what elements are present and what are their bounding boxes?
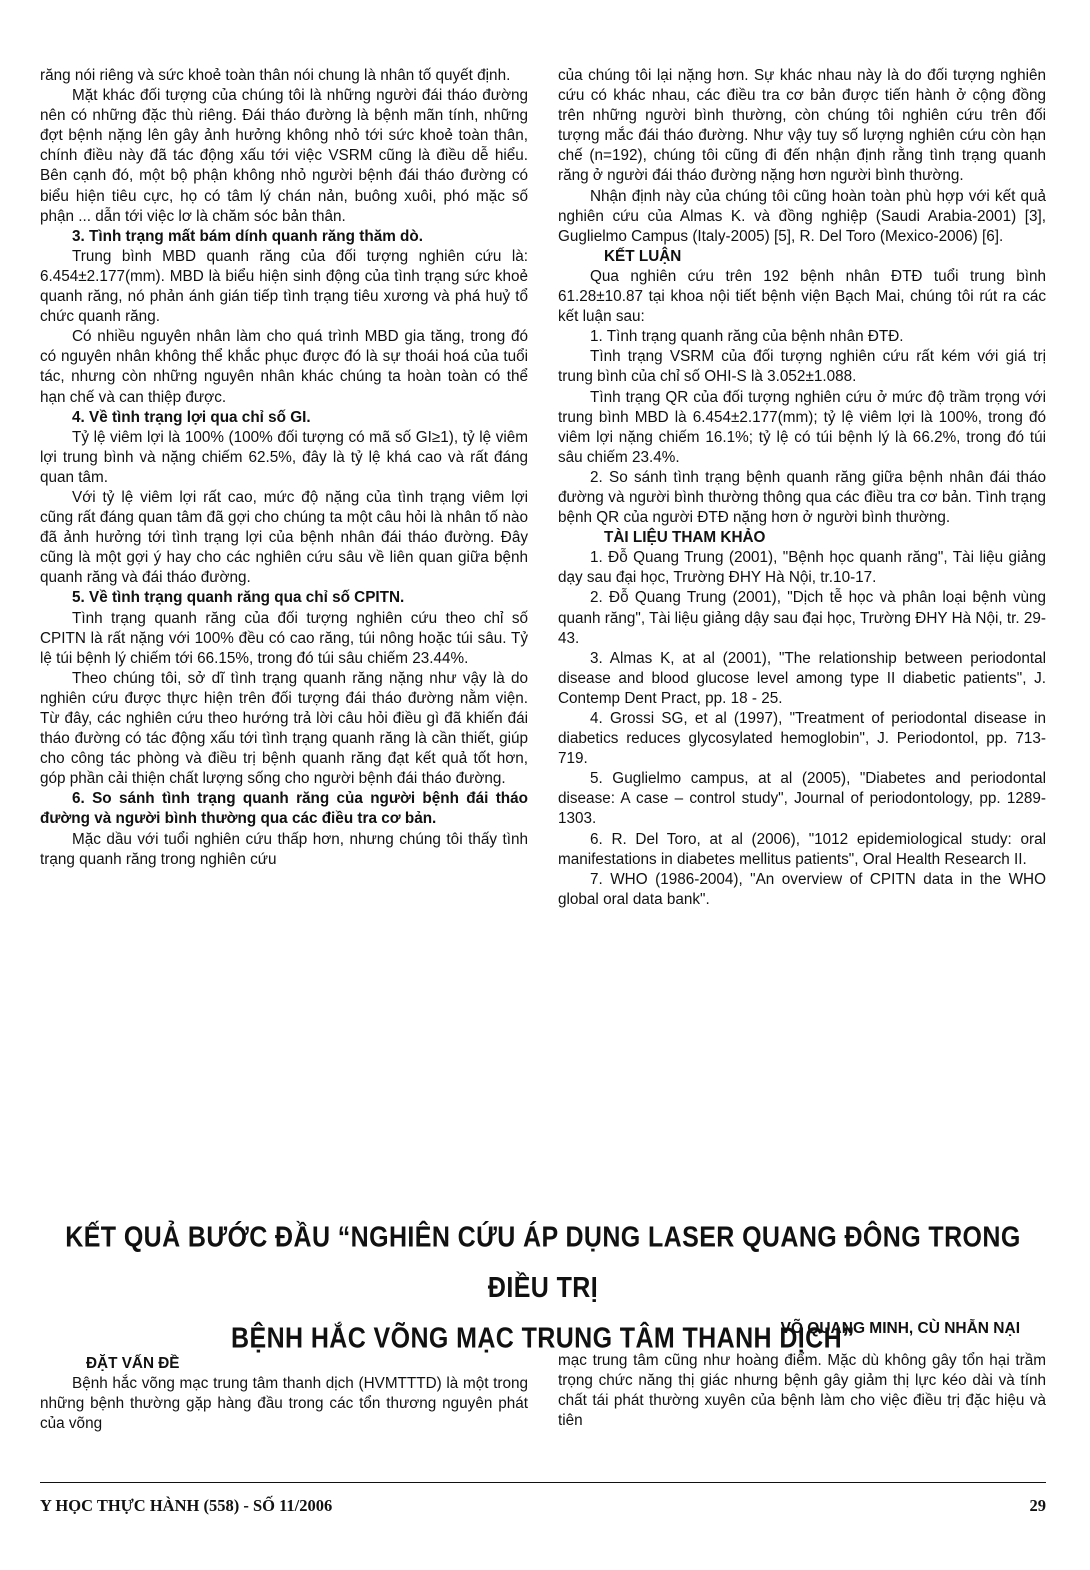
- section-heading: 5. Về tình trạng quanh răng qua chỉ số CPITN.: [72, 589, 405, 607]
- paragraph: Với tỷ lệ viêm lợi rất cao, mức độ nặng của tình trạng viêm lợi cũng rất đáng quan tâm đã gợi cho chúng ta một câu hỏi là nhân tố nào đã ảnh hưởng tới tình trạng lợi của bệnh nhân đái tháo đường. Đây cũng là một gợi ý hay cho các nghiên cứu sâu về liên quan giữa bệnh quanh răng và đái tháo đường.: [40, 488, 528, 587]
- paragraph: Nhận định này của chúng tôi cũng hoàn toàn phù hợp với kết quả nghiên cứu của Almas K. và đồng nghiệp (Saudi Arabia-2001) [3], Guglielmo Campus (Italy-2005) [5], R. Del Toro (Mexico-2006) [6].: [558, 187, 1046, 245]
- reference-item: 4. Grossi SG, et al (1997), "Treatment of periodontal disease in diabetics reduces glycosylated hemoglobin", J. Periodontol, pp. 713-719.: [558, 710, 1046, 768]
- article2-title-line-1: KẾT QUẢ BƯỚC ĐẦU “NGHIÊN CỨU ÁP DỤNG LASER QUANG ĐÔNG TRONG ĐIỀU TRỊ: [65, 1221, 1021, 1304]
- section-title: TÀI LIỆU THAM KHẢO: [604, 529, 766, 547]
- paragraph: mạc trung tâm cũng như hoàng điểm. Mặc dù không gây tổn hại trầm trọng chức năng thị giác nhưng bệnh gây giảm thị lực kéo dài và tính chất tái phát thường xuyên của bệnh làm cho việc điều trị đặc hiệu và tiên: [558, 1352, 1046, 1430]
- reference-item: 7. WHO (1986-2004), "An overview of CPITN data in the WHO global oral data bank".: [558, 870, 1046, 908]
- footer-page-number: 29: [1029, 1496, 1046, 1515]
- paragraph: Tình trạng QR của đối tượng nghiên cứu ở mức độ trầm trọng với trung bình MBD là 6.454±2.177(mm); tỷ lệ viêm lợi là 100%, trong đó viêm lợi nặng chiếm 16.1%; tỷ lệ có túi bệnh lý là 66.2%, trong đó túi sâu chiếm 23.4%.: [558, 388, 1046, 466]
- reference-item: 1. Đỗ Quang Trung (2001), "Bệnh học quanh răng", Tài liệu giảng dạy sau đại học, Trường ĐHY Hà Nội, tr.10-17.: [558, 549, 1046, 587]
- paragraph: Có nhiều nguyên nhân làm cho quá trình MBD gia tăng, trong đó có nguyên nhân không thể khắc phục được đó là sự thoái hoá của tuổi tác, nhưng còn những nguyên nhân khác chúng ta hoàn toàn có thể hạn chế và can thiệp được.: [40, 328, 528, 406]
- article2-left-column: [40, 1354, 528, 1434]
- paragraph: của chúng tôi lại nặng hơn. Sự khác nhau này là do đối tượng nghiên cứu có khác nhau, các điều tra cơ bản được tiến hành ở cộng đồng trên những người bình thường, còn chúng tôi nghiên cứu trên đối tượng mắc đái tháo đường. Như vậy tuy số lượng nghiên cứu còn hạn chế (n=192), chúng tôi cũng đi đến nhận định rằng tình trạng quanh răng ở người đái tháo đường nặng hơn người bình thường.: [558, 67, 1046, 185]
- reference-item: 2. Đỗ Quang Trung (2001), "Dịch tễ học và phân loại bệnh vùng quanh răng", Tài liệu giảng dậy sau đại học, Trường ĐHY Hà Nội, tr. 29-43.: [558, 589, 1046, 647]
- section-title: ĐẶT VẤN ĐỀ: [86, 1355, 180, 1372]
- section-heading: 6. So sánh tình trạng quanh răng của người bệnh đái tháo đường và người bình thường qua các điều tra cơ bản.: [40, 790, 528, 828]
- paragraph: 1. Tình trạng quanh răng của bệnh nhân ĐTĐ.: [590, 328, 904, 346]
- section-heading: 3. Tình trạng mất bám dính quanh răng thăm dò.: [72, 227, 423, 245]
- reference-item: 3. Almas K, at al (2001), "The relationship between periodontal disease and blood glucose level among type II diabetic patients", J. Contemp Dent Pract, pp. 18 - 25.: [558, 649, 1046, 707]
- section-title: KẾT LUẬN: [604, 247, 682, 265]
- footer-rule: [40, 1482, 1046, 1483]
- paragraph: Mặc dầu với tuổi nghiên cứu thấp hơn, nhưng chúng tôi thấy tình trạng quanh răng trong nghiên cứu: [40, 830, 528, 868]
- article2-authors: VÕ QUANG MINH, CÙ NHẪN NẠI: [780, 1320, 1020, 1337]
- section-heading: 4. Về tình trạng lợi qua chỉ số GI.: [72, 408, 311, 426]
- article1-left-column: [40, 66, 528, 870]
- reference-item: 6. R. Del Toro, at al (2006), "1012 epidemiological study: oral manifestations in diabetes mellitus patients", Oral Health Research II.: [558, 830, 1046, 868]
- article2-right-column: [558, 1351, 1046, 1431]
- reference-item: 5. Guglielmo campus, at al (2005), "Diabetes and periodontal disease: A case – control study", Journal of periodontology, pp. 1289-1303.: [558, 770, 1046, 828]
- paragraph: Theo chúng tôi, sở dĩ tình trạng quanh răng nặng như vậy là do nghiên cứu được thực hiện trên đối tượng đái tháo đường nằm viện. Từ đây, các nghiên cứu theo hướng trả lời câu hỏi điều gì đã khiến đái tháo đường có tác động xấu tới tình trạng quanh răng là cần thiết, giúp cho công tác phòng và điều trị bệnh quanh răng đạt kết quả tốt hơn, góp phần cải thiện chất lượng sống cho người bệnh đái tháo đường.: [40, 669, 528, 788]
- article2-title: [40, 1212, 1046, 1364]
- article2-title-line-2: BỆNH HẮC VÕNG MẠC TRUNG TÂM THANH DỊCH”: [231, 1322, 855, 1355]
- paragraph: Qua nghiên cứu trên 192 bệnh nhân ĐTĐ tuổi trung bình 61.28±10.87 tại khoa nội tiết bệnh viện Bạch Mai, chúng tôi rút ra các kết luận sau:: [558, 267, 1046, 326]
- paragraph: Tỷ lệ viêm lợi là 100% (100% đối tượng có mã số GI≥1), tỷ lệ viêm lợi trung bình và nặng chiếm 62.5%, đây là tỷ lệ khá cao và rất đáng quan tâm.: [40, 428, 528, 486]
- paragraph: răng nói riêng và sức khoẻ toàn thân nói chung là nhân tố quyết định.: [40, 67, 511, 84]
- article1-right-column: [558, 66, 1046, 910]
- paragraph: Tình trạng VSRM của đối tượng nghiên cứu rất kém với giá trị trung bình của chỉ số OHI-S là 3.052±1.088.: [558, 348, 1046, 386]
- paragraph: Trung bình MBD quanh răng của đối tượng nghiên cứu là: 6.454±2.177(mm). MBD là biểu hiện sinh động của tình trạng sức khoẻ quanh răng, nó phản ánh gián tiếp tình trạng tiêu xương và phá huỷ tổ chức quanh răng.: [40, 247, 528, 326]
- paragraph: Bệnh hắc võng mạc trung tâm thanh dịch (HVMTTTD) là một trong những bệnh thường gặp hàng đầu trong các tổn thương nguyên phát của võng: [40, 1375, 528, 1433]
- footer-journal-title: Y HỌC THỰC HÀNH (558) - SỐ 11/2006: [40, 1496, 333, 1515]
- paragraph: Tình trạng quanh răng của đối tượng nghiên cứu theo chỉ số CPITN là rất nặng với 100% đều có cao răng, túi nông hoặc túi sâu. Tỷ lệ túi bệnh lý chiếm tới 66.15%, trong đó túi sâu chiếm 23.44%.: [40, 609, 528, 667]
- paragraph: Mặt khác đối tượng của chúng tôi là những người đái tháo đường nên có những đặc thù riêng. Đái tháo đường là bệnh mãn tính, những đợt bệnh nặng lên gây ảnh hưởng không nhỏ tới sức khoẻ toàn thân, chính điều này đã tác động xấu tới việc VSRM cũng là điều dễ hiểu. Bên cạnh đó, một bộ phận không nhỏ người bệnh đái tháo đường có biểu hiện tiêu cực, họ có tâm lý chán nản, buông xuôi, phó mặc số phận ... dẫn tới việc lơ là chăm sóc bản thân.: [40, 87, 528, 225]
- paragraph: 2. So sánh tình trạng bệnh quanh răng giữa bệnh nhân đái tháo đường và người bình thường thông qua các điều tra cơ bản. Tình trạng bệnh QR của người ĐTĐ nặng hơn ở người bình thường.: [558, 468, 1046, 527]
